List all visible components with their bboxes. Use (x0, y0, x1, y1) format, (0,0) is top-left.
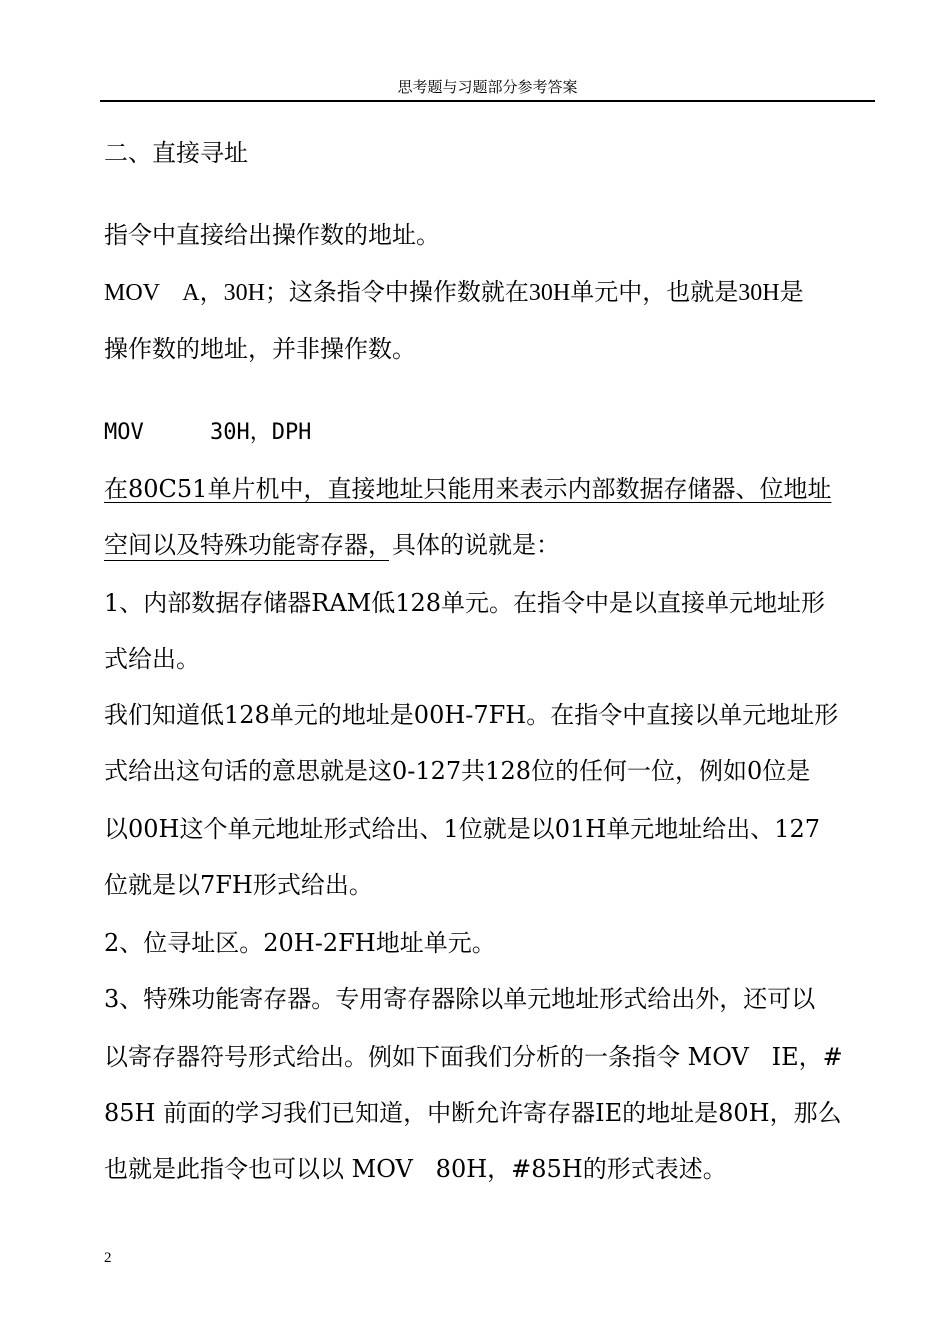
list-item-line: 2、位寻址区。20H-2FH地址单元。 (104, 929, 496, 957)
list-item-line: 也就是此指令也可以以 MOV 80H，#85H的形式表述。 (104, 1155, 727, 1183)
underlined-paragraph-line: 在80C51单片机中，直接地址只能用来表示内部数据存储器、位地址 (104, 475, 832, 503)
list-item-line: 85H 前面的学习我们已知道，中断允许寄存器IE的地址是80H，那么 (104, 1099, 842, 1127)
section-title: 二、直接寻址 (104, 139, 248, 167)
paragraph-line: 操作数的地址，并非操作数。 (104, 335, 416, 363)
paragraph-line: 空间以及特殊功能寄存器，具体的说就是： (104, 531, 560, 559)
list-item-line: 1、内部数据存储器RAM低128单元。在指令中是以直接单元地址形 (104, 589, 826, 617)
paragraph-line: MOV A，30H；这条指令中操作数就在30H单元中，也就是30H是 (104, 280, 804, 306)
paragraph-line: 位就是以7FH形式给出。 (104, 871, 373, 899)
paragraph-line: 我们知道低128单元的地址是00H-7FH。在指令中直接以单元地址形 (104, 701, 839, 729)
list-item-line: 式给出。 (104, 645, 200, 673)
code-line: MOV 30H，DPH (104, 420, 312, 445)
header-divider (100, 100, 875, 102)
page-header-title: 思考题与习题部分参考答案 (397, 78, 578, 96)
paragraph-line: 以00H这个单元地址形式给出、1位就是以01H单元地址给出、127 (104, 815, 821, 843)
page-number: 2 (104, 1250, 112, 1266)
list-item-line: 3、特殊功能寄存器。专用寄存器除以单元地址形式给出外，还可以 (104, 985, 816, 1013)
paragraph-line: 指令中直接给出操作数的地址。 (104, 221, 440, 249)
list-item-line: 以寄存器符号形式给出。例如下面我们分析的一条指令 MOV IE，# (104, 1043, 843, 1071)
paragraph-line: 式给出这句话的意思就是这0-127共128位的任何一位，例如0位是 (104, 757, 811, 785)
underline-rule (104, 560, 389, 561)
